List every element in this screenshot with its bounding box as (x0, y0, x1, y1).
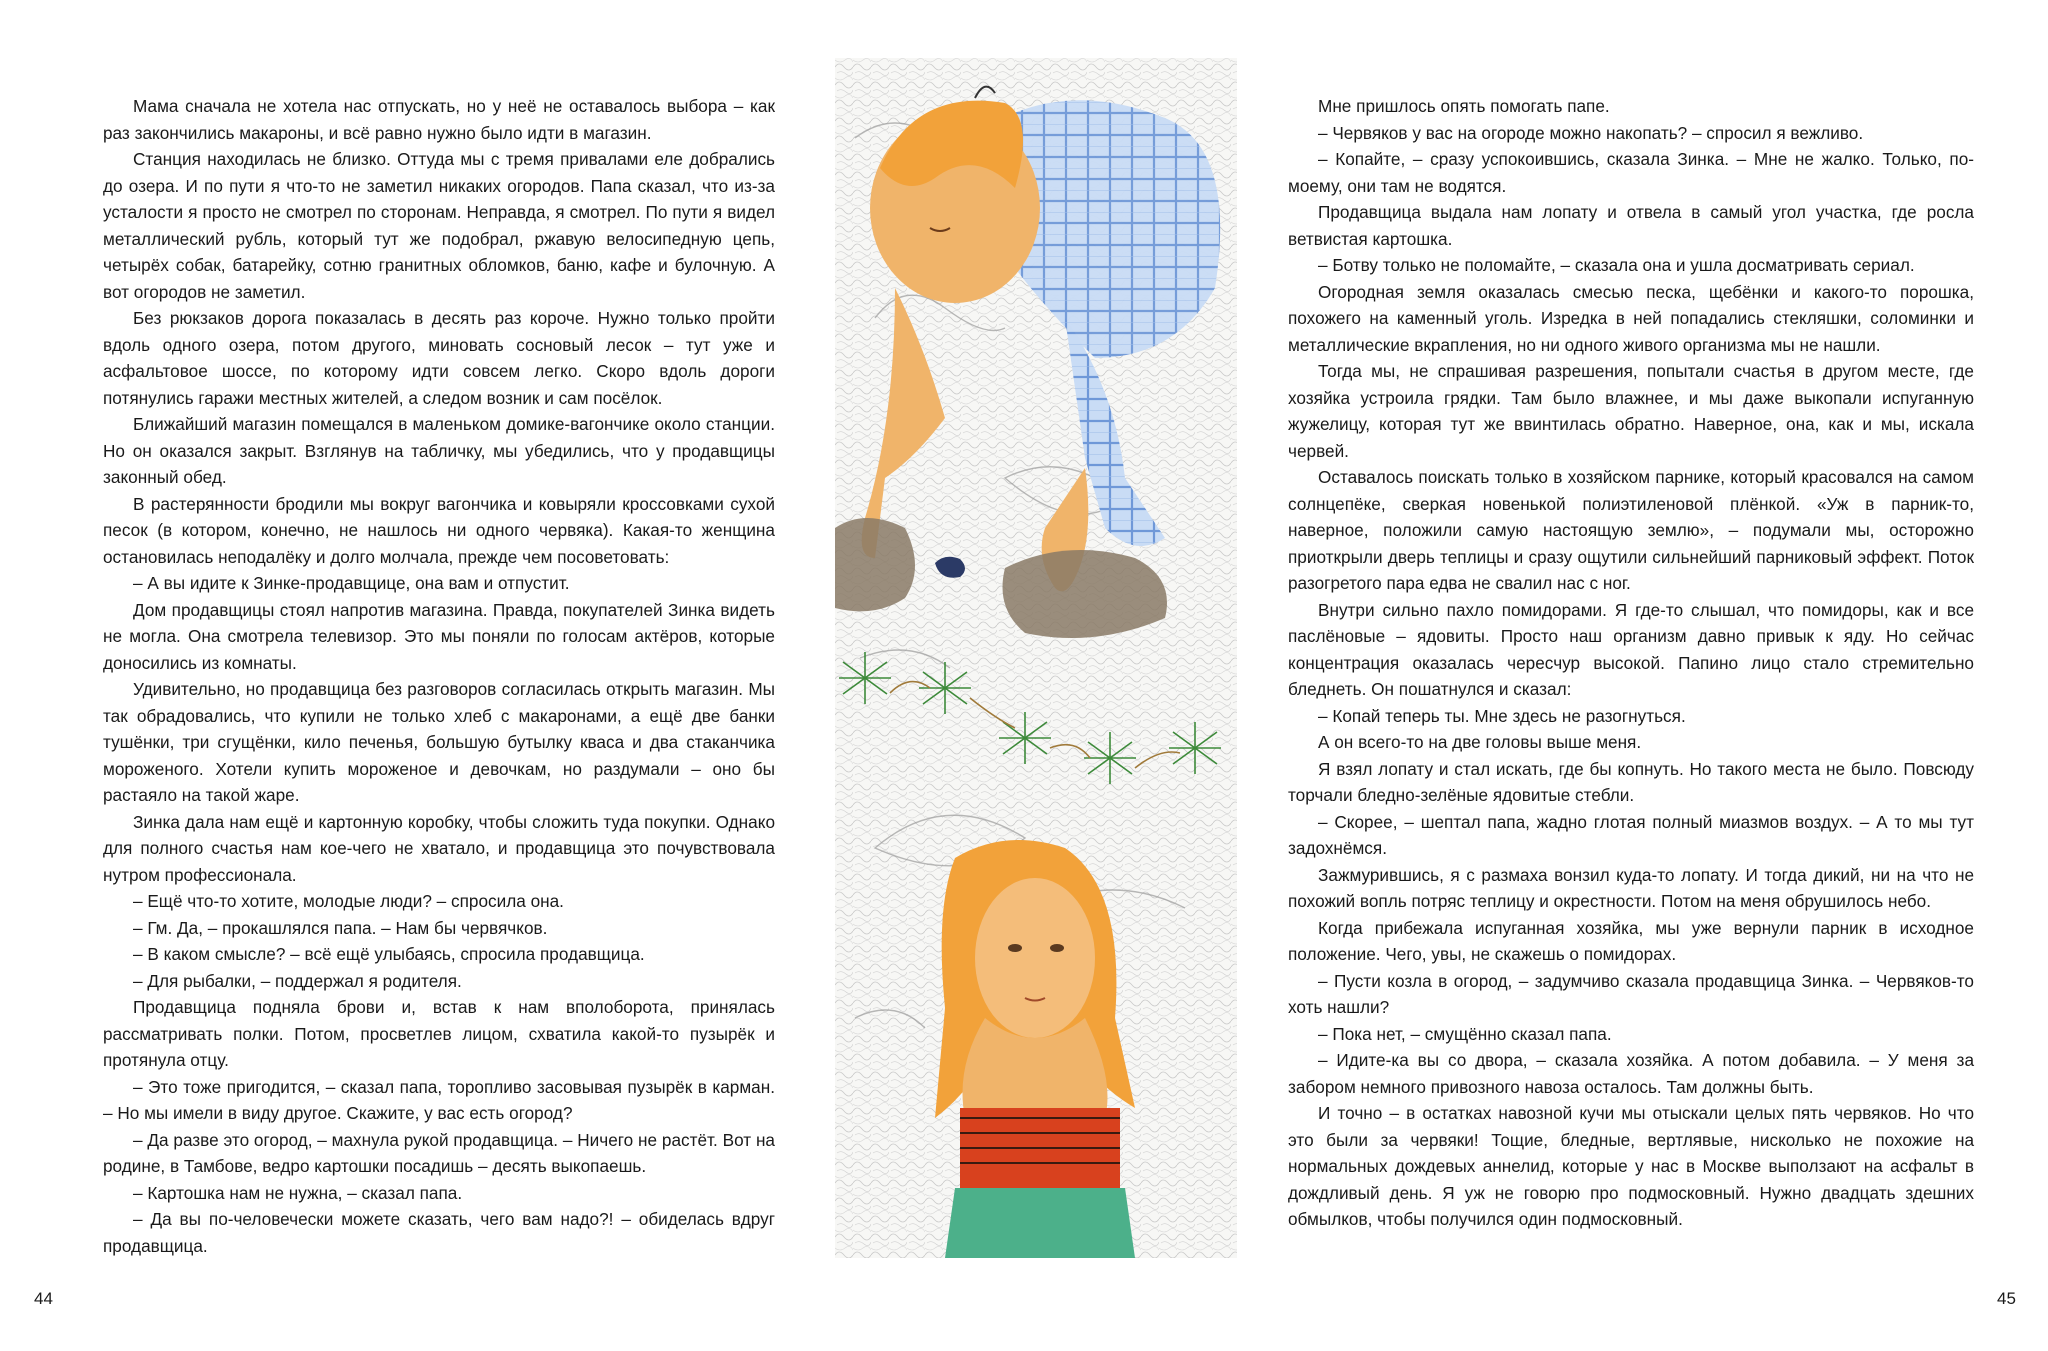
stone (1003, 550, 1168, 638)
paragraph: Оставалось поискать только в хозяйском парнике, который красовался на самом солнцепёке, сверкая новенькой полиэтиленовой плёнкой. «Уж в парник-то, наверное, положили самую настоящую землю», – подумали мы, осторожно приоткрыли дверь теплицы и сразу ощутили сильнейший парниковый эффект. Поток разогретого пара едва не свалил нас с ног. (1288, 467, 1974, 593)
paragraph: Огородная земля оказалась смесью песка, щебёнки и какого-то порошка, похожего на каменный уголь. Изредка в ней попадались стекляшки, соломинки и металлические вкрапления, но ни одного живого организма мы не нашли. (1288, 281, 1974, 355)
paragraph: – Копайте, – сразу успокоившись, сказала Зинка. – Мне не жалко. Только, по-моему, они там не водятся. (1288, 149, 1974, 196)
paragraph: – Картошка нам не нужна, – сказал папа. (133, 1182, 463, 1203)
stone (835, 518, 915, 611)
paragraph: – Да вы по-человечески можете сказать, чего вам надо?! – обиделась вдруг продавщица. (103, 1209, 775, 1256)
paragraph: А он всего-то на две головы выше меня. (1318, 732, 1642, 752)
girl-skirt (945, 1188, 1135, 1258)
paragraph: И точно – в остатках навозной кучи мы отыскали целых пять червяков. Но что это были за червяки! Тощие, бледные, вертлявые, нисколько не похожие на нормальных дождевых аннелид, которые у нас в Москве выползают на асфальт в дождливый день. Я уж не говорю про подмосковный. Нужно двадцать здешних обмылков, чтобы получился один подмосковный. (1288, 1103, 1974, 1229)
paragraph: Без рюкзаков дорога показалась в десять раз короче. Нужно только пройти вдоль одного озера, потом другого, миновать сосновый лесок – тут уже и асфальтовое шоссе, по которому идти совсем легко. Скоро вдоль дороги потянулись гаражи местных жителей, а следом возник и сам посёлок. (103, 308, 775, 408)
paragraph: Дом продавщицы стоял напротив магазина. Правда, покупателей Зинка видеть не могла. Она смотрела телевизор. Это мы поняли по голосам актёров, которые доносились из комнаты. (103, 599, 775, 673)
page-number-left: 44 (34, 1289, 53, 1308)
paragraph: Ближайший магазин помещался в маленьком домике-вагончике около станции. Но он оказался закрыт. Взглянув на табличку, мы убедились, что у продавщицы законный обед. (103, 414, 775, 487)
paragraph: В растерянности бродили мы вокруг вагончика и ковыряли кроссовками сухой песок (в котором, конечно, не нашлось ни одного червяка). Какая-то женщина остановилась неподалёку и долго молчала, прежде чем посоветовать: (103, 493, 775, 567)
paragraph: Зинка дала нам ещё и картонную коробку, чтобы сложить туда покупки. Однако для полного счастья нам кое-чего не хватало, и продавщица это почувствовала нутром профессионала. (103, 811, 775, 885)
paragraph: – Ботву только не поломайте, – сказала она и ушла досматривать сериал. (1318, 255, 1915, 275)
paragraph: – Копай теперь ты. Мне здесь не разогнуться. (1318, 705, 1686, 726)
paragraph: Продавщица выдала нам лопату и отвела в самый угол участка, где росла ветвистая картошка. (1288, 202, 1974, 249)
paragraph: – Гм. Да, – прокашлялся папа. – Нам бы червячков. (133, 917, 548, 938)
paragraph: Удивительно, но продавщица без разговоров согласилась открыть магазин. Мы так обрадовались, что купили не только хлеб с макаронами, а ещё две банки тушёнки, три сгущёнки, кило печенья, большую бутылку кваса и два стаканчика мороженого. Хотели купить мороженое и девочкам, но раздумали – оно бы растаяло на такой жаре. (103, 679, 775, 805)
paragraph: – Ещё что-то хотите, молодые люди? – спросила она. (133, 891, 564, 911)
left-page-text (103, 93, 775, 1259)
paragraph: – Это тоже пригодится, – сказал папа, торопливо засовывая пузырёк в карман. – Но мы имели в виду другое. Скажите, у вас есть огород? (103, 1076, 775, 1123)
paragraph: Я взял лопату и стал искать, где бы копнуть. Но такого места не было. Повсюду торчали бледно-зелёные ядовитые стебли. (1288, 758, 1974, 805)
illustration (835, 58, 1237, 1258)
paragraph: – Скорее, – шептал папа, жадно глотая полный миазмов воздух. – А то мы тут задохнёмся. (1288, 811, 1974, 858)
paragraph: Когда прибежала испуганная хозяйка, мы уже вернули парник в исходное положение. Чего, увы, не скажешь о помидорах. (1288, 917, 1974, 964)
right-page-text (1288, 93, 1974, 1233)
paragraph: Тогда мы, не спрашивая разрешения, попытали счастья в другом месте, где хозяйка устроила грядки. Там было влажнее, и мы даже выкопали испуганную жужелицу, которая тут же ввинтилась обратно. Наверное, она, как и мы, искала червей. (1288, 361, 1974, 461)
page-number-right: 45 (1997, 1289, 2016, 1308)
paragraph: Мама сначала не хотела нас отпускать, но у неё не оставалось выбора – как раз закончились макароны, и всё равно нужно было идти в магазин. (103, 96, 775, 143)
paragraph: Зажмурившись, я с размаха вонзил куда-то лопату. И тогда дикий, ни на что не похожий вопль потряс теплицу и окрестности. Потом на меня обрушилось небо. (1288, 864, 1974, 911)
paragraph: – Да разве это огород, – махнула рукой продавщица. – Ничего не растёт. Вот на родине, в Тамбове, ведро картошки посадишь – десять выкопаешь. (103, 1129, 775, 1176)
paragraph: Внутри сильно пахло помидорами. Я где-то слышал, что помидоры, как и все паслёновые – ядовиты. Просто наш организм давно привык к яду. Но сейчас концентрация оказалась чересчур высокой. Папино лицо стало стремительно бледнеть. Он пошатнулся и сказал: (1288, 599, 1974, 699)
paragraph: Станция находилась не близко. Оттуда мы с тремя привалами еле добрались до озера. И по пути я что-то не заметил никаких огородов. Папа сказал, что из-за усталости я просто не смотрел по сторонам. Неправда, я смотрел. По пути я видел металлический рубль, который тут же подобрал, ржавую велосипедную цепь, четырёх собак, батарейку, сотню гранитных обломков, баню, кафе и булочную. А вот огородов не заметил. (103, 149, 775, 302)
paragraph: – Для рыбалки, – поддержал я родителя. (133, 970, 462, 991)
girl-face (975, 878, 1095, 1038)
paragraph: – В каком смысле? – всё ещё улыбаясь, спросила продавщица. (133, 944, 645, 964)
paragraph: Мне пришлось опять помогать папе. (1318, 96, 1610, 116)
illustration-art (835, 58, 1237, 1258)
paragraph: – Пусти козла в огород, – задумчиво сказала продавщица Зинка. – Червяков-то хоть нашли? (1288, 970, 1974, 1017)
paragraph: – Пока нет, – смущённо сказал папа. (1318, 1023, 1612, 1044)
paragraph: – Идите-ка вы со двора, – сказала хозяйка. А потом добавила. – У меня за забором немного привозного навоза осталось. Там должны быть. (1288, 1050, 1974, 1097)
paragraph: – Червяков у вас на огороде можно накопать? – спросил я вежливо. (1318, 122, 1864, 143)
paragraph: – А вы идите к Зинке-продавщице, она вам и отпустит. (133, 573, 570, 593)
paragraph: Продавщица подняла брови и, встав к нам вполоборота, принялась рассматривать полки. Потом, просветлев лицом, схватила какой-то пузырёк и протянула отцу. (103, 997, 775, 1070)
